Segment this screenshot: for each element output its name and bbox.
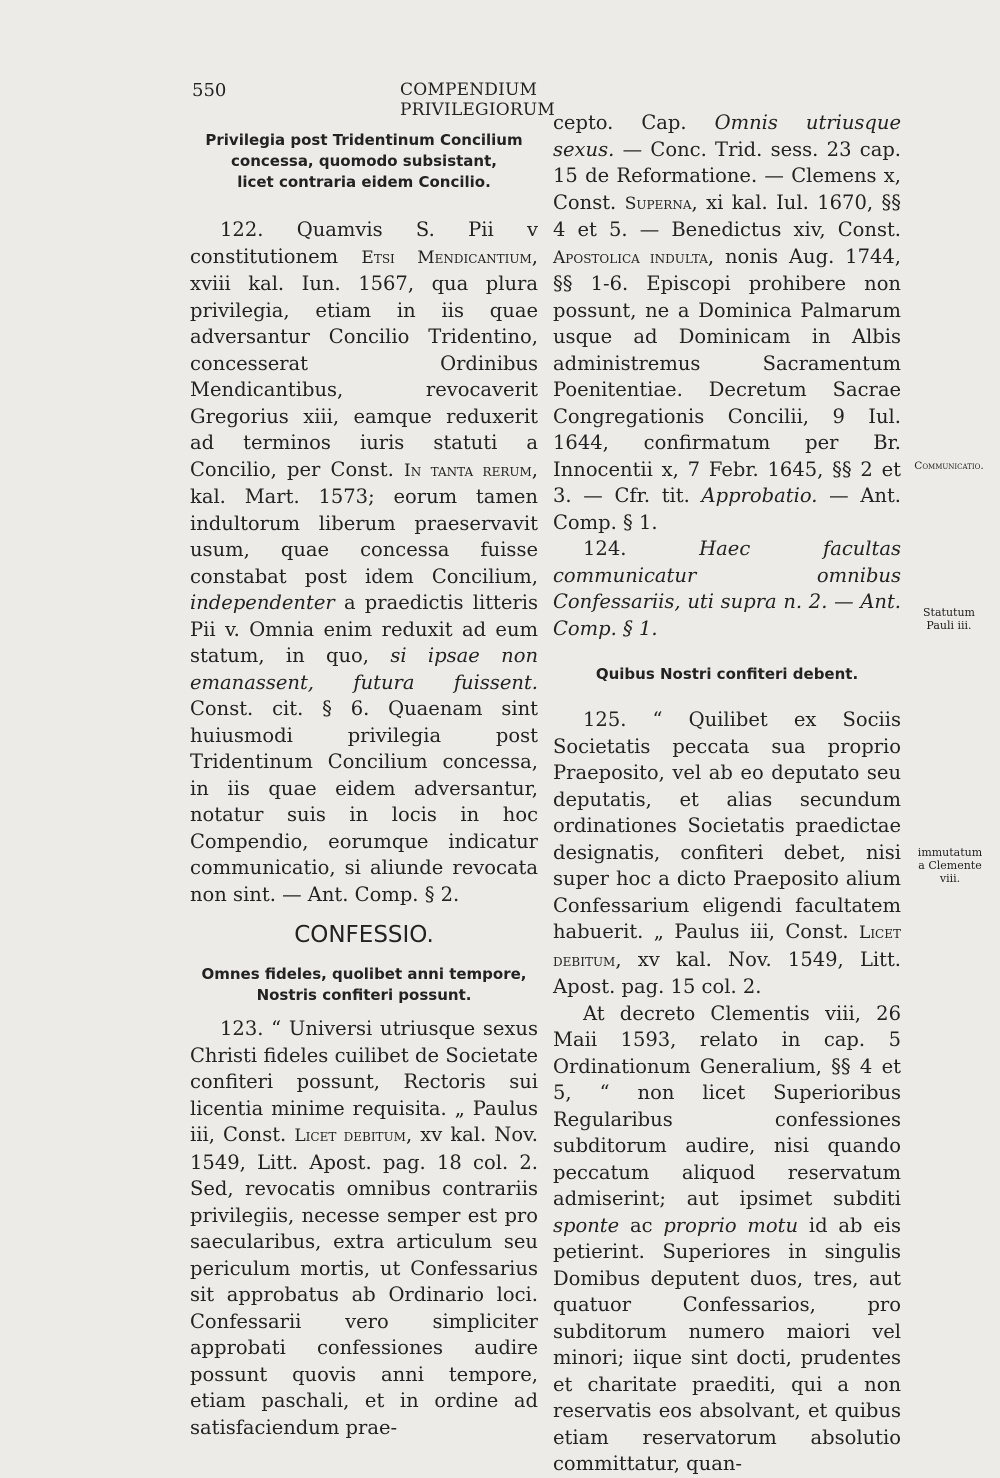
italic-text: sponte [553,1213,620,1237]
text-span: 125. “ Quilibet ex Sociis Societatis peccata sua proprio Praeposito, vel ab eo deputato seu deputatis, et alias secundum ordinationes Societatis praedictae designatis, confiteri debet, nisi super hoc a dicto Praeposito alium Confessarium eligendi facultatem habuerit. „ Paulus iii, Const. [553,708,901,943]
text-span: ac [629,1213,653,1237]
text-span: Const. cit. § 6. Quaenam sint huiusmodi privilegia post Tridentinum Concilium concessa, in iis quae eidem adversantur, notatur suis in locis in hoc Compendio, eorumque indicatur communicatio, si aliunde revocata non sint. — Ant. Comp. § 2. [190,697,538,906]
page-header [192,80,682,120]
italic-text: Haec facultas communicatur omnibus Confessariis, uti supra n. 2. — Ant. Comp. § 1. [553,537,901,640]
text-span: , xi kal. Iul. 1670, §§ 4 et 5. — Benedictus xiv, Const. [553,190,901,241]
italic-text: Approbatio. [701,484,818,507]
text-span: 124. [583,537,627,560]
section-heading-quibus: Quibus Nostri confiteri debent. [595,665,859,683]
italic-text: Omnis utriusque sexus. [553,111,901,161]
paragraph-124 [553,536,901,642]
text-span: , xviii kal. Iun. 1567, qua plura privilegia, etiam in iis quae adversantur Concilio Tridentino, concesserat Ordinibus Mendicantibus, revocaverit Gregorius xiii, eamque reduxerit ad terminos iuris statuti a Concilio, per Const. [190,244,538,481]
text-span: a praedictis litteris Pii v. Omnia enim reduxit ad eum statum, in quo, [190,591,538,667]
section-heading-omnes-fideles [190,964,538,1006]
text-span: cepto. Cap. [553,111,687,134]
heading-line: concessa, quomodo subsistant, [231,152,497,170]
paragraph-125 [553,707,901,1001]
margin-note-text: Pauli iii. [926,619,972,632]
text-span: 123. “ Universi utriusque sexus Christi fideles cuilibet de Societate confiteri possunt, Rectoris sui licentia minime requisita. „ Paulus iii, Const. [190,1017,538,1146]
right-column [553,110,901,1478]
paragraph-decreto [553,1001,901,1478]
page-number: 550 [192,80,227,101]
paragraph-123 [190,1016,538,1441]
text-span: 122. Quamvis S. Pii v constitutionem [190,218,538,268]
italic-text: proprio motu [663,1213,799,1237]
margin-note-text: a Clemente viii. [918,859,982,885]
small-caps-title: Etsi Mendicantium [361,247,532,268]
heading-line: Nostris confiteri possunt. [256,986,472,1004]
italic-text: si ipsae non emanassent, futura fuissent. [190,644,539,694]
margin-note-text: Statutum [923,606,975,619]
small-caps-title: Apostolica indulta [553,247,708,268]
section-heading-privilegia [190,130,538,193]
text-span: — Conc. Trid. sess. 23 cap. 15 de Reformatione. — Clemens x, Const. [553,137,901,214]
small-caps-title: Licet debitum [553,923,902,971]
text-span: , xv kal. Nov. 1549, Litt. Apost. pag. 15 col. 2. [553,947,901,998]
margin-note-communicatio [910,460,988,473]
running-title: COMPENDIUM PRIVILEGIORUM [400,80,556,120]
margin-note-statutum [910,606,988,632]
margin-note-immutatum [908,846,992,885]
margin-note-text: immutatum [917,846,983,859]
heading-line: Privilegia post Tridentinum Concilium [205,131,523,149]
text-span: At decreto Clementis viii, 26 Maii 1593, relato in cap. 5 Ordinationum Generalium, §§ 4 et 5, “ non licet Superioribus Regularibus confessiones subditorum audire, nisi quando peccatum aliquod reservatum admiserint; aut ipsimet subditi [553,1001,901,1210]
paragraph-122 [190,217,538,908]
paragraph-continued [553,110,901,536]
italic-text: independenter [190,591,335,614]
section-title-confessio: CONFESSIO. [294,922,434,948]
left-column [190,110,538,1441]
text-span: , kal. Mart. 1573; eorum tamen indultorum liberum praeservavit usum, quae concessa fuisse constabat post idem Concilium, [190,457,538,588]
text-span: id ab eis petierint. Superiores in singulis Domibus deputent duos, tres, aut quatuor Confessarios, pro subditorum numero maiori vel minori; iique sint docti, prudentes et charitate praediti, qui a non reservatis eos absolvant, et quibus etiam reservatorum absolutio committatur, quan- [553,1213,902,1475]
text-span: , nonis Aug. 1744, §§ 1-6. Episcopi prohibere non possunt, ne a Dominica Palmarum usque ad Dominicam in Albis administremus Sacramentum Poenitentiae. Decretum Sacrae Congregationis Concilii, 9 Iul. 1644, confirmatum per Br. Innocentii x, 7 Febr. 1645, §§ 2 et 3. — Cfr. tit. [553,244,901,507]
small-caps-title: In tanta rerum [404,460,532,481]
small-caps-title: Licet debitum [294,1126,406,1146]
heading-line: Omnes fideles, quolibet anni tempore, [201,965,527,983]
heading-line: licet contraria eidem Concilio. [237,173,491,191]
text-span: — Ant. Comp. § 1. [553,484,901,534]
margin-note-text: Communicatio. [914,460,984,472]
text-span: , xv kal. Nov. 1549, Litt. Apost. pag. 18 col. 2. Sed, revocatis omnibus contrariis privilegiis, necesse semper est pro saecularibus, extra articulum seu periculum mortis, ut Confessarius sit approbatus ab Ordinario loci. Confessarii vero simpliciter approbati confessiones audire possunt quovis anni tempore, etiam paschali, et in ordine ad satisfaciendum prae- [190,1123,539,1439]
small-caps-title: Superna [624,193,692,214]
